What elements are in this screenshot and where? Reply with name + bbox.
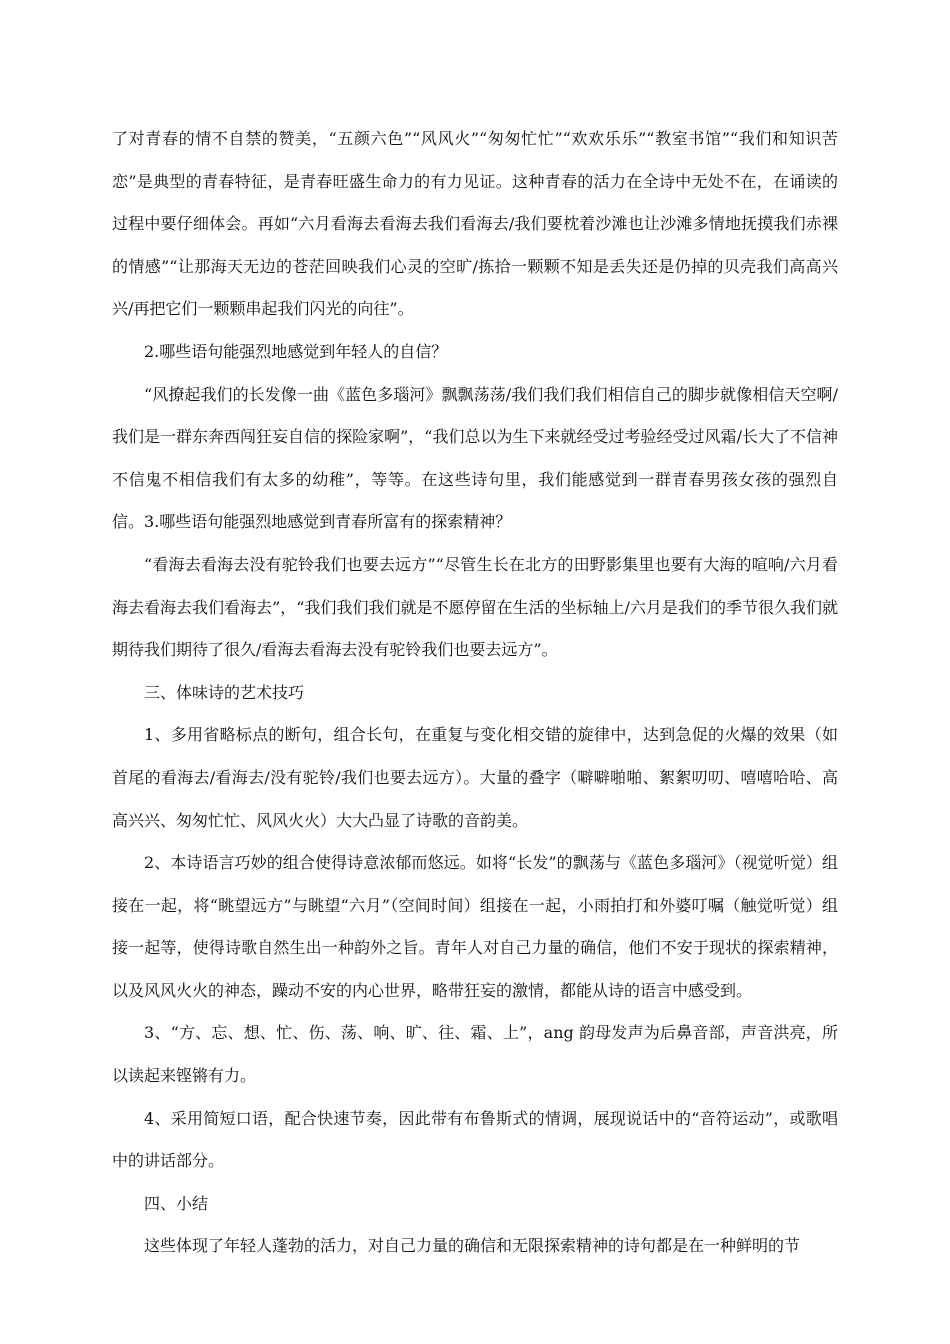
technique-4: 4、采用简短口语，配合快速节奏，因此带有布鲁斯式的情调，展现说话中的“音符运动”，或歌唱中的讲话部分。 xyxy=(112,1108,838,1171)
technique-1: 1、多用省略标点的断句，组合长句，在重复与变化相交错的旋律中，达到急促的火爆的效果（如首尾的看海去/看海去/没有驼铃/我们也要去远方）。大量的叠字（噼噼啪啪、絮絮叨叨、嘻嘻哈哈、高高兴兴、匆匆忙忙、风风火火）大大凸显了诗歌的音韵美。 xyxy=(112,725,838,830)
question-2: 2.哪些语句能强烈地感觉到年轻人的自信？ xyxy=(144,341,448,361)
paragraph-continuation: 了对青春的情不自禁的赞美，“五颜六色”“风风火”“匆匆忙忙”“欢欢乐乐”“教室书馆”“我们和知识苦恋”是典型的青春特征，是青春旺盛生命力的有力见证。这种青春的活力在全诗中无处不在，在诵读的过程中要仔细体会。再如“六月看海去看海去我们看海去/我们要枕着沙滩也让沙滩多情地抚摸我们赤裸的情感”“让那海天无边的苍茫回映我们心灵的空旷/拣拾一颗颗不知是丢失还是仍掉的贝壳我们高高兴兴/再把它们一颗颗串起我们闪光的向往”。 xyxy=(112,129,838,319)
document-body xyxy=(112,118,838,1268)
summary-paragraph: 这些体现了年轻人蓬勃的活力，对自己力量的确信和无限探索精神的诗句都是在一种鲜明的节 xyxy=(144,1236,801,1256)
section-heading-3: 三、体味诗的艺术技巧 xyxy=(144,682,305,702)
technique-3: 3、“方、忘、想、忙、伤、荡、响、旷、往、霜、上”，ang 韵母发声为后鼻音部，声音洪亮，所以读起来铿锵有力。 xyxy=(112,1023,838,1086)
section-heading-4: 四、小结 xyxy=(144,1193,209,1213)
technique-2: 2、本诗语言巧妙的组合使得诗意浓郁而悠远。如将“长发”的飘荡与《蓝色多瑙河》（视觉听觉）组接在一起，将“眺望远方”与眺望“六月”（空间时间）组接在一起，小雨拍打和外婆叮嘱（触觉听觉）组接一起等，使得诗歌自然生出一种韵外之旨。青年人对自己力量的确信，他们不安于现状的探索精神，以及风风火火的神态，躁动不安的内心世界，略带狂妄的激情，都能从诗的语言中感受到。 xyxy=(112,853,838,1000)
paragraph-exploration: “看海去看海去没有驼铃我们也要去远方”“尽管生长在北方的田野影集里也要有大海的喧响/六月看海去看海去我们看海去”，“我们我们我们就是不愿停留在生活的坐标轴上/六月是我们的季节很久我们就期待我们期待了很久/看海去看海去没有驼铃我们也要去远方”。 xyxy=(112,554,838,660)
paragraph-confidence: “风撩起我们的长发像一曲《蓝色多瑙河》飘飘荡荡/我们我们我们相信自己的脚步就像相信天空啊/我们是一群东奔西闯狂妄自信的探险家啊”，“我们总以为生下来就经受过考验经受过风霜/长大了不信神不信鬼不相信我们有太多的幼稚”，等等。在这些诗句里，我们能感觉到一群青春男孩女孩的强烈自信。3.哪些语句能强烈地感觉到青春所富有的探索精神？ xyxy=(112,384,838,532)
